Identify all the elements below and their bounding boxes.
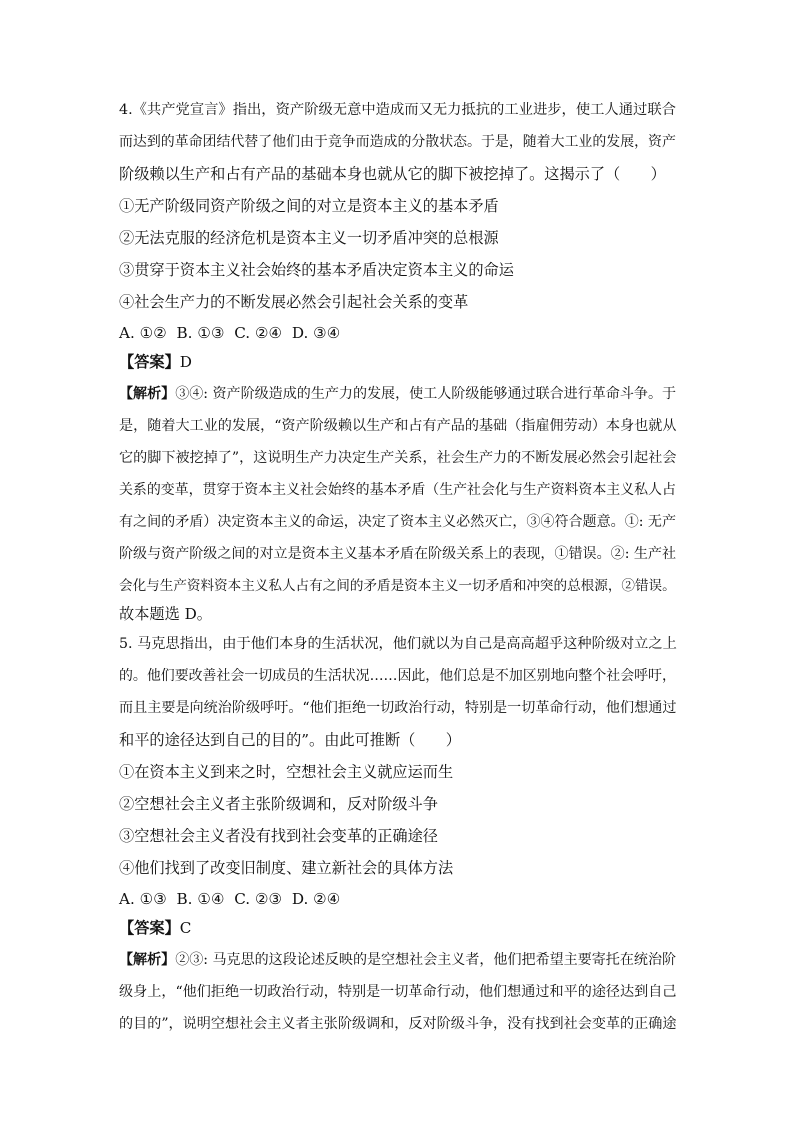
q5-stem-line-2: 的。他们要改善社会一切成员的生活状况……因此，他们总是不加区别地向整个社会呼吁， — [119, 668, 676, 684]
q4-analysis-line-2: 是，随着大工业的发展，“资产阶级赖以生产和占有产品的基础（指雇佣劳动）本身也就从 — [119, 418, 677, 434]
q5-stem-line-1: 5. 马克思指出，由于他们本身的生活状况，他们就以为自己是高高超乎这种阶级对立之上 — [119, 636, 677, 652]
q4-choices: A. ①② B. ①③ C. ②④ D. ③④ — [119, 324, 341, 342]
analysis-tag: 【解析】 — [119, 386, 176, 402]
q4-option-4: ④社会生产力的不断发展必然会引起社会关系的变革 — [119, 293, 469, 311]
answer-value: C — [179, 919, 192, 937]
q5-stem-line-3: 而且主要是向统治阶级呼吁。“他们拒绝一切政治行动，特别是一切革命行动，他们想通过 — [119, 700, 677, 716]
q5-option-3: ③空想社会主义者没有找到社会变革的正确途径 — [119, 827, 438, 845]
q4-answer — [119, 352, 679, 372]
q5-stem-line-4: 和平的途径达到自己的目的”。由此可推断（ ） — [119, 731, 461, 749]
q5-option-4: ④他们找到了改变旧制度、建立新社会的具体方法 — [119, 859, 454, 877]
q5-analysis-line-2: 级身上，“他们拒绝一切政治行动，特别是一切革命行动，他们想通过和平的途径达到自己 — [119, 984, 677, 1000]
q4-analysis-line-6: 阶级与资产阶级之间的对立是资本主义基本矛盾在阶级关系上的表现，①错误。②: 生产社 — [119, 546, 677, 562]
q4-analysis-line-3: 它的脚下被挖掉了”，这说明生产力决定生产关系，社会生产力的不断发展必然会引起社会 — [119, 450, 677, 466]
answer-tag: 【答案】 — [119, 919, 180, 937]
q4-option-2: ②无法克服的经济危机是资本主义一切矛盾冲突的总根源 — [119, 229, 499, 247]
q5-analysis-line-3: 的目的”，说明空想社会主义者主张阶级调和，反对阶级斗争，没有找到社会变革的正确途 — [119, 1016, 677, 1032]
q5-option-1: ①在资本主义到来之时，空想社会主义就应运而生 — [119, 763, 454, 781]
q4-analysis-line-1: 【解析】③④: 资产阶级造成的生产力的发展，使工人阶级能够通过联合进行革命斗争。于 — [119, 386, 677, 402]
answer-tag: 【答案】 — [119, 353, 180, 371]
q4-option-1: ①无产阶级同资产阶级之间的对立是资本主义的基本矛盾 — [119, 197, 499, 215]
q5-analysis-line-1: 【解析】②③: 马克思的这段论述反映的是空想社会主义者，他们把希望主要寄托在统治阶 — [119, 952, 677, 968]
q5-answer — [119, 918, 679, 938]
analysis-tag: 【解析】 — [119, 952, 176, 968]
q5-choices: A. ①③ B. ①④ C. ②③ D. ②④ — [119, 890, 341, 908]
q4-analysis-line-8: 故本题选 D。 — [119, 605, 212, 623]
q4-stem-line-1: 4.《共产党宣言》指出，资产阶级无意中造成而又无力抵抗的工业进步，使工人通过联合 — [119, 102, 676, 118]
q4-option-3: ③贯穿于资本主义社会始终的基本矛盾决定资本主义的命运 — [119, 261, 514, 279]
q4-analysis-line-4: 关系的变革，贯穿于资本主义社会始终的基本矛盾（生产社会化与生产资料资本主义私人占 — [119, 482, 676, 498]
answer-value: D — [179, 353, 192, 371]
q4-analysis-line-5: 有之间的矛盾）决定资本主义的命运，决定了资本主义必然灭亡，③④符合题意。①: 无产 — [119, 514, 677, 530]
q4-analysis-line-7: 会化与生产资料资本主义私人占有之间的矛盾是资本主义一切矛盾和冲突的总根源，②错误。 — [119, 578, 676, 594]
q4-stem-line-2: 而达到的革命团结代替了他们由于竞争而造成的分散状态。于是，随着大工业的发展，资产 — [119, 134, 676, 150]
q5-option-2: ②空想社会主义者主张阶级调和，反对阶级斗争 — [119, 795, 438, 813]
q4-stem-line-3: 阶级赖以生产和占有产品的基础本身也就从它的脚下被挖掉了。这揭示了（ ） — [119, 165, 666, 183]
